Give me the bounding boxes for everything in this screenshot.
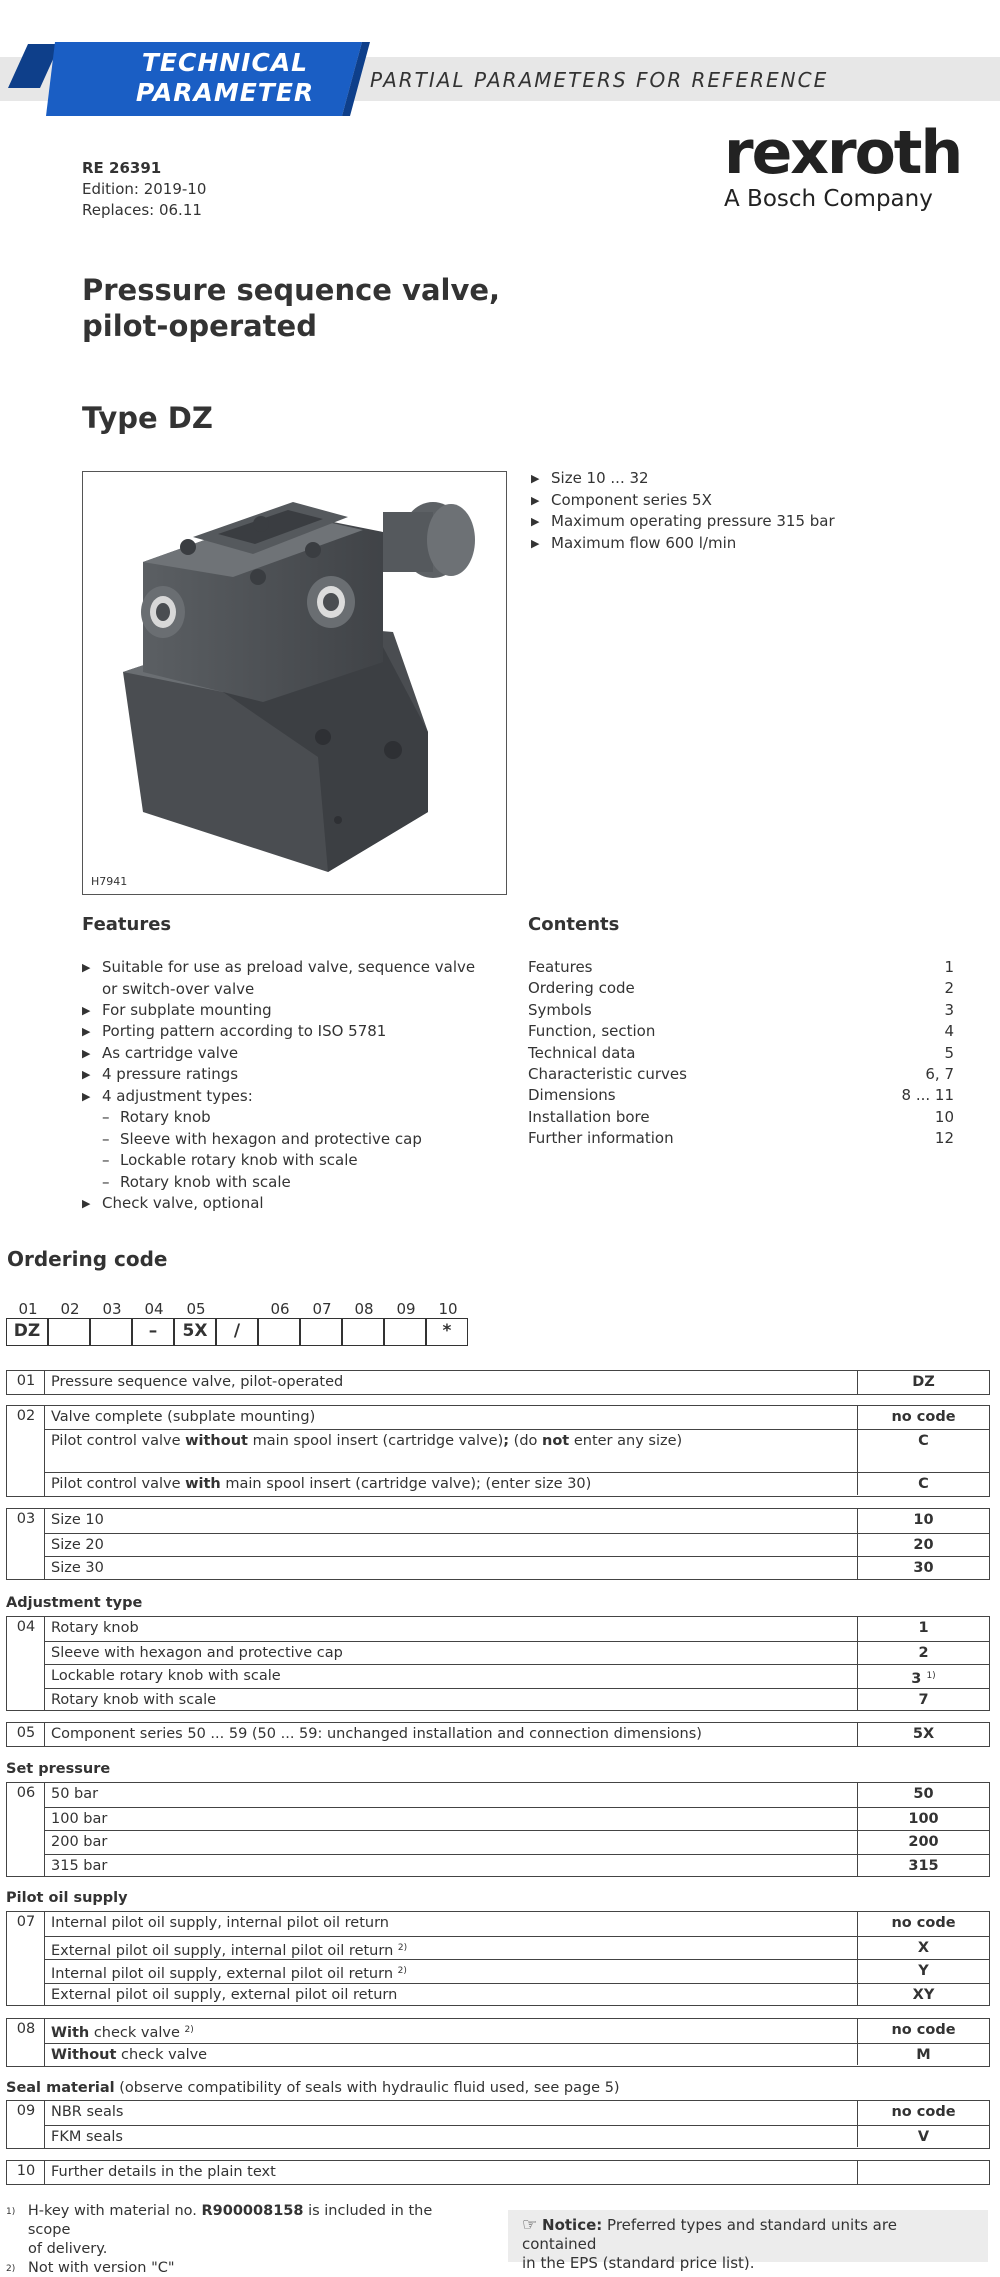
- list-item: ▶ For subplate mounting: [82, 1000, 482, 1022]
- code-box[interactable]: –: [132, 1318, 174, 1346]
- toc-item[interactable]: Function, section 4: [528, 1022, 954, 1041]
- table-row: With check valve $^{2)}$ no code: [45, 2019, 989, 2043]
- order-table-09: [6, 2100, 990, 2149]
- code-position: 03: [102, 1300, 122, 1318]
- list-item: ▶ 4 adjustment types:: [82, 1086, 482, 1108]
- footnotes: [6, 2202, 476, 2277]
- table-row: Internal pilot oil supply, internal pilot oil return no code: [45, 1912, 989, 1936]
- table-row: Component series 50 ... 59 (50 ... 59: unchanged installation and connection dimensions) 5X: [45, 1723, 989, 1746]
- table-row: Sleeve with hexagon and protective cap 2: [45, 1641, 989, 1665]
- triangle-bullet-icon: ▶: [82, 1046, 91, 1060]
- code-position: 05: [186, 1300, 206, 1318]
- code-position: 01: [18, 1300, 38, 1318]
- list-item: ▶ Porting pattern according to ISO 5781: [82, 1021, 482, 1043]
- notice-box: ☞ Notice: Preferred types and standard units are contained in the EPS (standard price list).: [508, 2210, 988, 2262]
- triangle-bullet-icon: ▶: [82, 1003, 91, 1017]
- footnote-continuation: of delivery.: [28, 2241, 108, 2257]
- table-row: 315 bar 315: [45, 1854, 989, 1876]
- ordering-code-title: Ordering code: [7, 1247, 168, 1271]
- triangle-bullet-icon: ▶: [82, 1025, 91, 1039]
- table-row: 200 bar 200: [45, 1830, 989, 1854]
- table-number: 01: [16, 1373, 36, 1389]
- triangle-bullet-icon: ▶: [82, 1197, 91, 1211]
- table-row: Further details in the plain text: [45, 2161, 989, 2184]
- list-item: ▶ 4 pressure ratings: [82, 1064, 482, 1086]
- order-table-03: [6, 1508, 990, 1580]
- edition: Edition: 2019-10: [82, 180, 207, 198]
- list-item: ▶ Size 10 ... 32: [531, 468, 835, 490]
- triangle-bullet-icon: ▶: [531, 493, 540, 507]
- type-title: Type DZ: [82, 401, 213, 435]
- code-box[interactable]: DZ: [6, 1318, 48, 1346]
- triangle-bullet-icon: ▶: [82, 961, 91, 974]
- table-row: Valve complete (subplate mounting) no code: [45, 1406, 989, 1429]
- code-position: 06: [270, 1300, 290, 1318]
- group-label-seal-material: Seal material (observe compatibility of seals with hydraulic fluid used, see page 5): [6, 2080, 620, 2096]
- table-row: Size 10 10: [45, 1509, 989, 1533]
- code-box[interactable]: 5X: [174, 1318, 216, 1346]
- footnote: 2) Not with version "C": [6, 2260, 175, 2276]
- triangle-bullet-icon: ▶: [82, 1068, 91, 1082]
- code-position: 04: [144, 1300, 164, 1318]
- sub-list-item: – Rotary knob with scale: [102, 1172, 291, 1191]
- table-number: 06: [16, 1785, 36, 1801]
- logo-word: rexroth: [724, 118, 962, 188]
- features-heading: Features: [82, 914, 172, 935]
- document-meta: [82, 158, 206, 221]
- order-table-04: [6, 1616, 990, 1711]
- banner-title: TECHNICAL PARAMETER: [135, 48, 315, 107]
- table-row: Lockable rotary knob with scale 3 $^{1)}$: [45, 1664, 989, 1688]
- table-row: Pilot control valve with main spool insert (cartridge valve); (enter size 30) C: [45, 1472, 989, 1495]
- table-row: 50 bar 50: [45, 1783, 989, 1807]
- code-position: 02: [60, 1300, 80, 1318]
- order-table-07: [6, 1911, 990, 2006]
- pointing-hand-icon: ☞: [522, 2215, 538, 2235]
- sub-list-item: – Lockable rotary knob with scale: [102, 1151, 358, 1170]
- code-box[interactable]: [258, 1318, 300, 1346]
- code-box[interactable]: *: [426, 1318, 468, 1346]
- table-row: Pressure sequence valve, pilot-operated DZ: [45, 1371, 989, 1394]
- order-table-08: [6, 2018, 990, 2067]
- highlights-list: [531, 468, 835, 554]
- table-number: 04: [16, 1619, 36, 1635]
- table-row: Rotary knob 1: [45, 1617, 989, 1641]
- list-item: ▶ Component series 5X: [531, 490, 835, 512]
- triangle-bullet-icon: ▶: [531, 472, 540, 485]
- order-table-02: [6, 1405, 990, 1497]
- code-box[interactable]: [48, 1318, 90, 1346]
- code-position: 09: [396, 1300, 416, 1318]
- toc-item[interactable]: Dimensions 8 ... 11: [528, 1086, 954, 1105]
- table-number: 10: [16, 2163, 36, 2179]
- logo-subtitle: A Bosch Company: [724, 186, 933, 212]
- order-table-10: [6, 2160, 990, 2185]
- list-item-continuation: or switch-over valve: [102, 979, 255, 998]
- table-number: 02: [16, 1408, 36, 1424]
- table-row: Pilot control valve without main spool insert (cartridge valve); (do not enter any size) C: [45, 1429, 989, 1472]
- doc-number: RE 26391: [82, 159, 162, 177]
- order-table-06: [6, 1782, 990, 1877]
- table-row: 100 bar 100: [45, 1807, 989, 1831]
- toc-item[interactable]: Characteristic curves 6, 7: [528, 1065, 954, 1084]
- list-item: ▶ Check valve, optional: [82, 1193, 482, 1215]
- table-of-contents: [528, 957, 954, 1150]
- list-item: ▶ Maximum operating pressure 315 bar: [531, 511, 835, 533]
- table-row: Rotary knob with scale 7: [45, 1688, 989, 1710]
- code-box[interactable]: [342, 1318, 384, 1346]
- triangle-bullet-icon: ▶: [531, 536, 540, 550]
- table-row: External pilot oil supply, external pilot oil return XY: [45, 1983, 989, 2005]
- code-box[interactable]: [90, 1318, 132, 1346]
- sub-list-item: – Sleeve with hexagon and protective cap: [102, 1129, 422, 1148]
- group-label-set-pressure: Set pressure: [6, 1761, 111, 1777]
- table-number: 03: [16, 1511, 36, 1527]
- toc-item[interactable]: Features 1: [528, 958, 954, 976]
- group-label-pilot-oil: Pilot oil supply: [6, 1890, 128, 1906]
- toc-item[interactable]: Further information 12: [528, 1129, 954, 1148]
- table-row: NBR seals no code: [45, 2101, 989, 2125]
- list-item: ▶ Maximum flow 600 l/min: [531, 533, 835, 555]
- table-number: 08: [16, 2021, 36, 2037]
- table-row: External pilot oil supply, internal pilot oil return $^{2)}$ X: [45, 1936, 989, 1960]
- toc-item[interactable]: Symbols 3: [528, 1000, 954, 1019]
- table-row: FKM seals V: [45, 2125, 989, 2148]
- table-row: Internal pilot oil supply, external pilot oil return $^{2)}$ Y: [45, 1959, 989, 1983]
- code-box[interactable]: [300, 1318, 342, 1346]
- table-row: Size 20 20: [45, 1533, 989, 1557]
- product-image: [82, 471, 507, 895]
- table-number: 09: [16, 2103, 36, 2119]
- toc-item[interactable]: Installation bore 10: [528, 1107, 954, 1126]
- group-label-adjustment: Adjustment type: [6, 1595, 143, 1611]
- order-table-05: [6, 1722, 990, 1747]
- order-table-01: [6, 1370, 990, 1395]
- code-position: 10: [438, 1300, 458, 1318]
- table-row: Without check valve M: [45, 2043, 989, 2066]
- toc-item[interactable]: Ordering code 2: [528, 979, 954, 998]
- code-box[interactable]: [384, 1318, 426, 1346]
- contents-heading: Contents: [528, 914, 620, 935]
- code-box[interactable]: /: [216, 1318, 258, 1346]
- banner-subtitle: PARTIAL PARAMETERS FOR REFERENCE: [370, 68, 829, 92]
- footnote: 1) H-key with material no. R900008158 is included in the scope: [6, 2203, 433, 2238]
- table-number: 05: [16, 1725, 36, 1741]
- image-code: H7941: [91, 875, 128, 888]
- table-row: Size 30 30: [45, 1556, 989, 1579]
- page-title: Pressure sequence valve, pilot-operated: [82, 273, 501, 343]
- valve-photo-icon: [83, 472, 507, 895]
- list-item: ▶ As cartridge valve: [82, 1043, 482, 1065]
- triangle-bullet-icon: ▶: [531, 515, 540, 528]
- triangle-bullet-icon: ▶: [82, 1089, 91, 1103]
- rexroth-logo: [724, 118, 962, 212]
- features-list: [82, 957, 482, 1215]
- table-number: 07: [16, 1914, 36, 1930]
- code-position: 08: [354, 1300, 374, 1318]
- sub-list-item: – Rotary knob: [102, 1108, 211, 1127]
- code-position: 07: [312, 1300, 332, 1318]
- replaces: Replaces: 06.11: [82, 201, 202, 219]
- list-item: ▶ Suitable for use as preload valve, sequence valve: [82, 957, 482, 979]
- toc-item[interactable]: Technical data 5: [528, 1043, 954, 1062]
